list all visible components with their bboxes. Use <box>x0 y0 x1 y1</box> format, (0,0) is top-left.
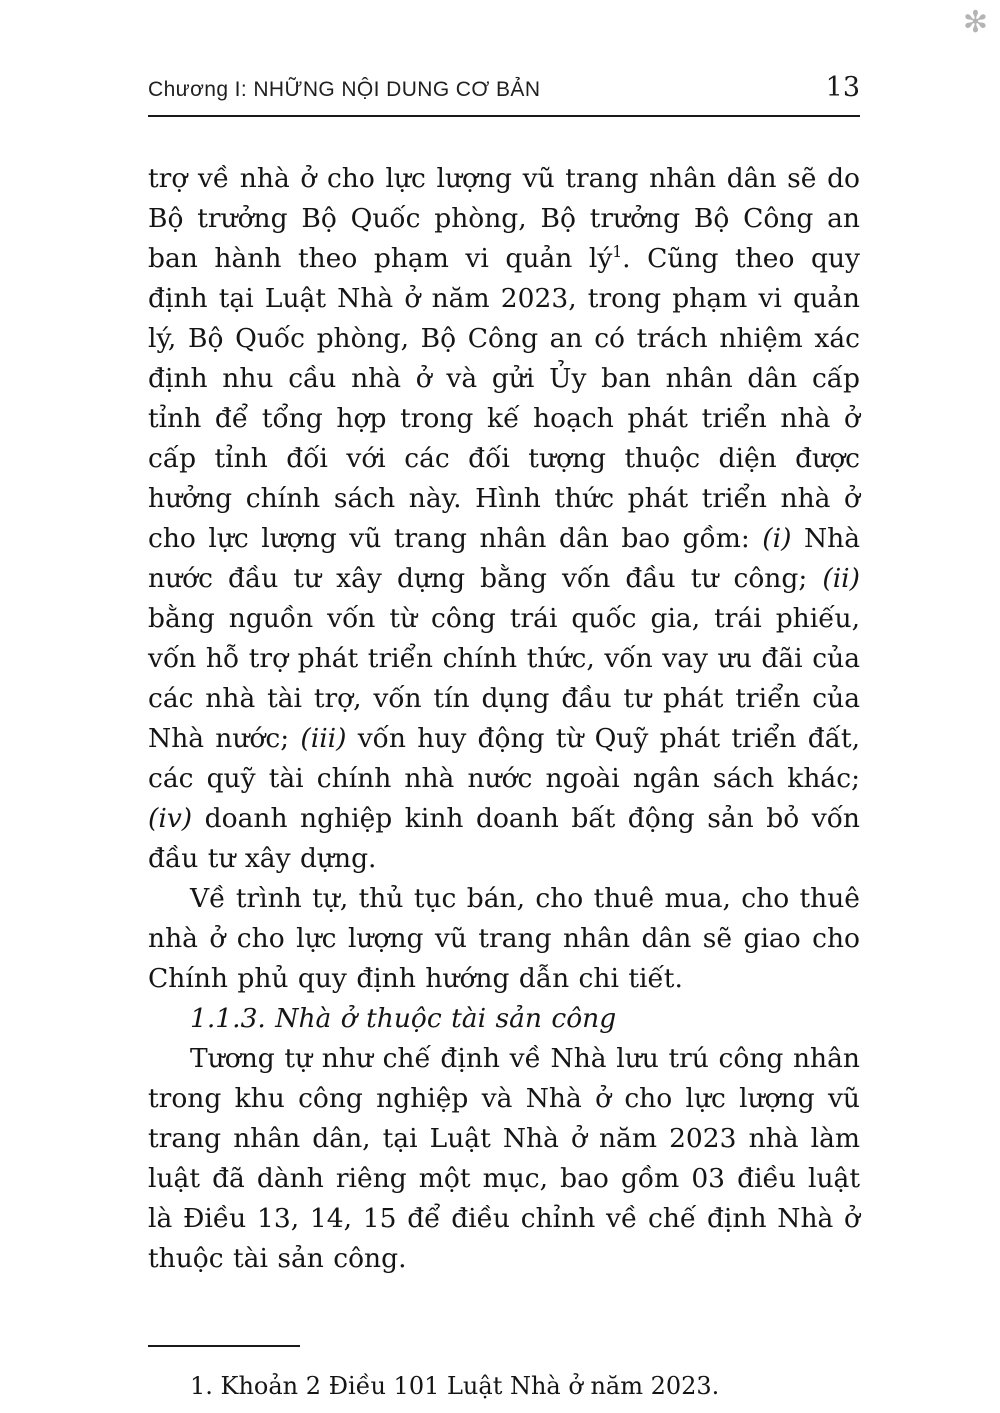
flower-ornament-icon: ✻ <box>962 5 988 40</box>
footnote-separator <box>148 1345 300 1347</box>
page-body <box>148 159 860 1279</box>
section-heading: 1.1.3. Nhà ở thuộc tài sản công <box>190 1003 617 1034</box>
paragraph: Tương tự như chế định về Nhà lưu trú công nhân trong khu công nghiệp và Nhà ở cho lực lượng vũ trang nhân dân, tại Luật Nhà ở năm 2023 nhà làm luật đã dành riêng một mục, bao gồm 03 điều luật là Điều 13, 14, 15 để điều chỉnh về chế định Nhà ở thuộc tài sản công. <box>148 1043 860 1274</box>
chapter-title: Chương I: NHỮNG NỘI DUNG CƠ BẢN <box>148 78 541 101</box>
page-header <box>148 0 860 117</box>
paragraph-continuation: trợ về nhà ở cho lực lượng vũ trang nhân dân sẽ do Bộ trưởng Bộ Quốc phòng, Bộ trưởng Bộ Công an ban hành theo phạm vi quản $lý^1$. Cũng theo quy định tại Luật Nhà ở năm 2023, trong phạm vi quản lý, Bộ Quốc phòng, Bộ Công an có trách nhiệm xác định nhu cầu nhà ở và gửi Ủy ban nhân dân cấp tỉnh để tổng hợp trong kế hoạch phát triển nhà ở cấp tỉnh đối với các đối tượng thuộc diện được hưởng chính sách này. Hình thức phát triển nhà ở cho lực lượng vũ trang nhân dân bao gồm: (i) Nhà nước đầu tư xây dựng bằng vốn đầu tư công; (ii) bằng nguồn vốn từ công trái quốc gia, trái phiếu, vốn hỗ trợ phát triển chính thức, vốn vay ưu đãi của các nhà tài trợ, vốn tín dụng đầu tư phát triển của Nhà nước; (iii) vốn huy động từ Quỹ phát triển đất, các quỹ tài chính nhà nước ngoài ngân sách khác; (iv) doanh nghiệp kinh doanh bất động sản bỏ vốn đầu tư xây dựng. <box>148 163 861 874</box>
footnote-area <box>148 1345 860 1403</box>
paragraph: Về trình tự, thủ tục bán, cho thuê mua, cho thuê nhà ở cho lực lượng vũ trang nhân dân sẽ giao cho Chính phủ quy định hướng dẫn chi tiết. <box>148 883 860 994</box>
page-number: 13 <box>825 72 860 103</box>
footnote: 1. Khoản 2 Điều 101 Luật Nhà ở năm 2023. <box>190 1372 720 1400</box>
